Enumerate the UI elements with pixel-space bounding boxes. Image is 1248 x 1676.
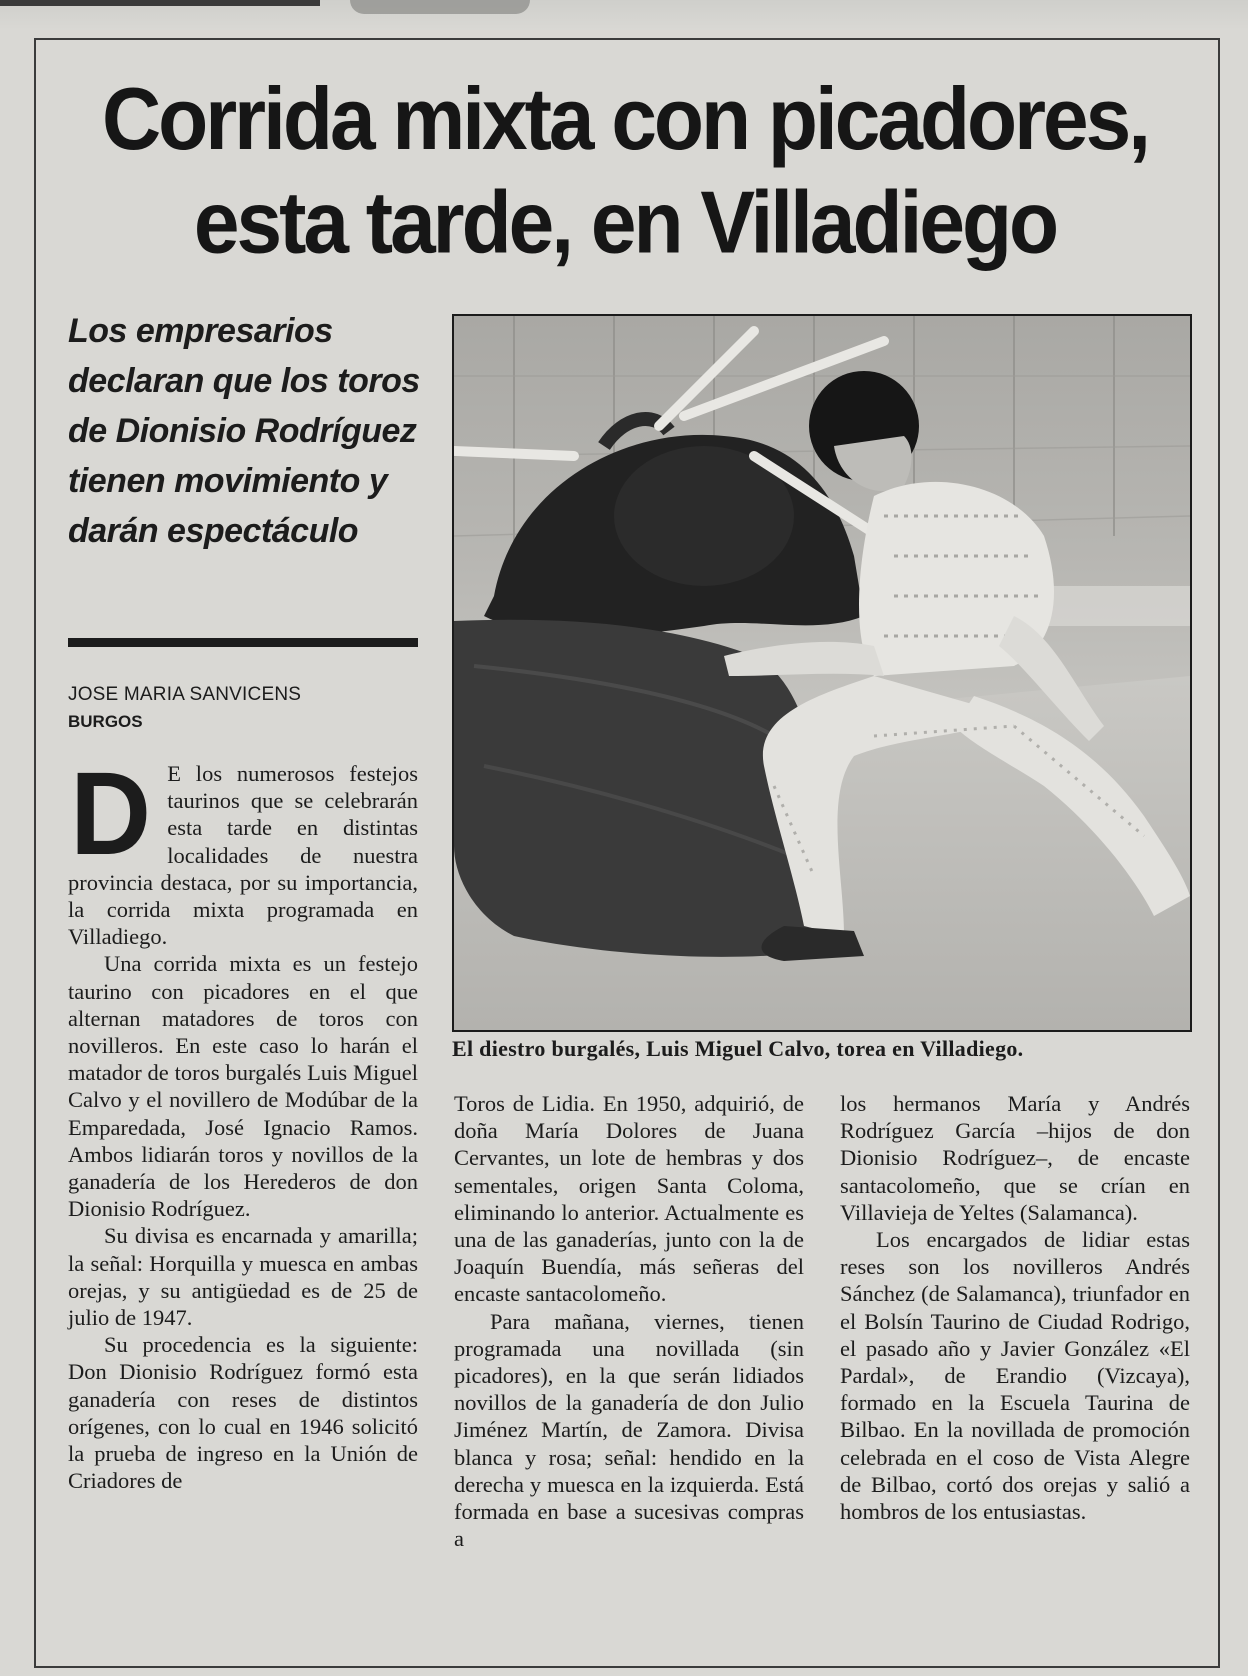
paragraph: Toros de Lidia. En 1950, adquirió, de doña María Dolores de Juana Cervantes, un lote de hembras y dos sementales, origen Santa Coloma, eliminando lo anterior. Actualmente es una de las ganaderías, junto con la de Joaquín Buendía, más señeras del encaste santacolomeño. bbox=[454, 1091, 804, 1307]
headline: Corrida mixta con picadores, esta tarde, en Villadiego bbox=[101, 70, 1149, 273]
drop-cap: D bbox=[70, 748, 152, 880]
paragraph: Para mañana, viernes, tienen programada una novillada (sin picadores), en la que serán lidiados novillos de la ganadería de don Julio Jiménez Martín, de Zamora. Divisa blanca y rosa; señal: hendido en la derecha y muesca en la izquierda. Está formada en base a sucesivas compras a bbox=[454, 1308, 804, 1552]
paragraph: E los numerosos festejos taurinos que se celebrarán esta tarde en distintas localidades de nuestra provincia destaca, por su importancia, la corrida mixta programada en Villadiego. bbox=[68, 761, 418, 950]
article-column-2 bbox=[454, 1090, 804, 1552]
byline-author: JOSE MARIA SANVICENS bbox=[68, 684, 302, 705]
paragraph: Una corrida mixta es un festejo taurino con picadores en el que alternan matadores de toros con novilleros. En este caso lo harán el matador de toros burgalés Luis Miguel Calvo y el novillero de Modúbar de la Emparedada, José Ignacio Ramos. Ambos lidiarán toros y novillos de la ganadería de los Herederos de don Dionisio Rodríguez. bbox=[68, 951, 418, 1222]
paragraph: Su procedencia es la siguiente: Don Dionisio Rodríguez formó esta ganadería con reses de distintos orígenes, con lo cual en 1946 solicitó la prueba de ingreso en la Unión de Criadores de bbox=[68, 1332, 418, 1494]
paragraph: los hermanos María y Andrés Rodríguez García –hijos de don Dionisio Rodríguez–, de encaste santacolomeño, que se crían en Villavieja de Yeltes (Salamanca). bbox=[840, 1091, 1190, 1225]
top-edge-smudge bbox=[350, 0, 530, 14]
paragraph: Los encargados de lidiar estas reses son los novilleros Andrés Sánchez (de Salamanca), triunfador en el Bolsín Taurino de Ciudad Rodrigo, el pasado año y Javier González «El Pardal», de Erandio (Vizcaya), formado en la Escuela Taurina de Bilbao. En la novillada de promoción celebrada en el coso de Vista Alegre de Bilbao, cortó dos orejas y salió a hombros de los entusiastas. bbox=[840, 1227, 1190, 1525]
bullfight-photo bbox=[452, 314, 1192, 1032]
clipping-top-edge bbox=[0, 0, 1248, 30]
top-edge-bar bbox=[0, 0, 320, 6]
paragraph: Su divisa es encarnada y amarilla; la señal: Horquilla y muesca en ambas orejas, y su antigüedad es de 25 de julio de 1947. bbox=[68, 1223, 418, 1331]
article-column-1 bbox=[68, 748, 418, 1494]
article-column-3 bbox=[840, 1090, 1190, 1525]
subhead-rule bbox=[68, 638, 418, 647]
subhead: Los empresarios declaran que los toros de Dionisio Rodríguez tienen movimiento y darán espectáculo bbox=[68, 312, 420, 550]
byline-location: BURGOS bbox=[68, 712, 143, 731]
photo-caption: El diestro burgalés, Luis Miguel Calvo, torea en Villadiego. bbox=[452, 1036, 1024, 1061]
bullfight-illustration bbox=[454, 316, 1190, 1030]
